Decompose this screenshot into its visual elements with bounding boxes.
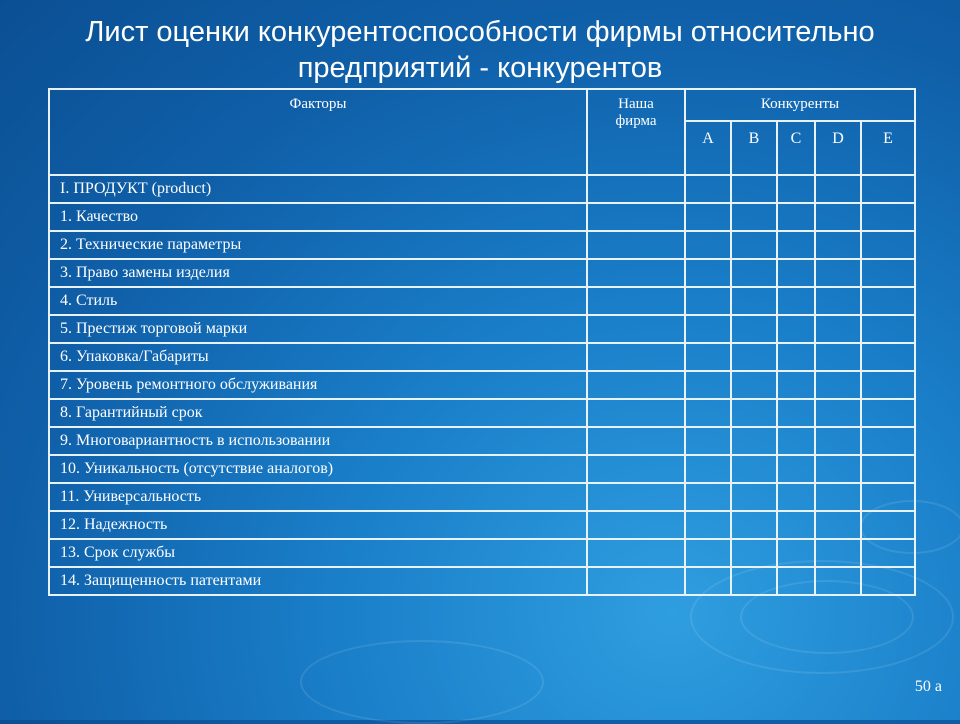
competitor-b-cell[interactable] — [731, 511, 777, 539]
factor-cell: 11. Универсальность — [49, 483, 587, 511]
competitor-c-cell[interactable] — [777, 371, 815, 399]
competitor-b-cell[interactable] — [731, 427, 777, 455]
table-row — [49, 259, 915, 287]
table-row — [49, 287, 915, 315]
factor-cell: 1. Качество — [49, 203, 587, 231]
our-firm-cell[interactable] — [587, 427, 685, 455]
competitor-d-cell[interactable] — [815, 371, 861, 399]
competitor-c-cell[interactable] — [777, 511, 815, 539]
competitor-b-cell[interactable] — [731, 259, 777, 287]
table-row — [49, 455, 915, 483]
competitor-e-cell[interactable] — [861, 315, 915, 343]
table-row — [49, 483, 915, 511]
competitor-c-cell[interactable] — [777, 539, 815, 567]
competitor-a-cell[interactable] — [685, 483, 731, 511]
competitor-c-cell[interactable] — [777, 427, 815, 455]
competitor-b-cell[interactable] — [731, 231, 777, 259]
competitor-c-cell[interactable] — [777, 203, 815, 231]
table-row — [49, 371, 915, 399]
competitor-a-cell[interactable] — [685, 567, 731, 595]
competitor-b-cell[interactable] — [731, 315, 777, 343]
competitor-b-cell[interactable] — [731, 539, 777, 567]
competitor-b-cell[interactable] — [731, 203, 777, 231]
our-firm-cell[interactable] — [587, 231, 685, 259]
competitor-b-cell[interactable] — [731, 567, 777, 595]
competitor-d-cell[interactable] — [815, 203, 861, 231]
competitor-b-cell[interactable] — [731, 483, 777, 511]
competitor-d-cell[interactable] — [815, 259, 861, 287]
competitor-b-cell[interactable] — [731, 371, 777, 399]
table-row — [49, 539, 915, 567]
table-row — [49, 175, 915, 203]
header-competitor-e: E — [861, 121, 915, 175]
competitor-e-cell[interactable] — [861, 343, 915, 371]
competitor-e-cell[interactable] — [861, 203, 915, 231]
competitor-d-cell[interactable] — [815, 427, 861, 455]
competitor-c-cell[interactable] — [777, 231, 815, 259]
factor-cell: 14. Защищенность патентами — [49, 567, 587, 595]
competitor-c-cell[interactable] — [777, 175, 815, 203]
factor-cell: 2. Технические параметры — [49, 231, 587, 259]
our-firm-cell[interactable] — [587, 567, 685, 595]
competitor-d-cell[interactable] — [815, 315, 861, 343]
table-row — [49, 315, 915, 343]
competitor-a-cell[interactable] — [685, 371, 731, 399]
table-row — [49, 203, 915, 231]
competitor-d-cell[interactable] — [815, 399, 861, 427]
factor-cell: I. ПРОДУКТ (product) — [49, 175, 587, 203]
competitor-e-cell[interactable] — [861, 175, 915, 203]
page-number: 50 а — [914, 678, 942, 695]
factor-cell: 3. Право замены изделия — [49, 259, 587, 287]
our-firm-cell[interactable] — [587, 399, 685, 427]
factor-cell: 13. Срок службы — [49, 539, 587, 567]
table-row — [49, 511, 915, 539]
table-body — [49, 175, 915, 595]
competitor-b-cell[interactable] — [731, 455, 777, 483]
slide-title-line-2: предприятий - конкурентов — [297, 52, 663, 84]
slide-title-line-1: Лист оценки конкурентоспособности фирмы относительно — [85, 16, 875, 48]
our-firm-cell[interactable] — [587, 455, 685, 483]
competitor-a-cell[interactable] — [685, 399, 731, 427]
competitor-d-cell[interactable] — [815, 511, 861, 539]
competitor-e-cell[interactable] — [861, 399, 915, 427]
competitor-c-cell[interactable] — [777, 343, 815, 371]
header-competitors: Конкуренты — [685, 89, 915, 121]
competitor-a-cell[interactable] — [685, 427, 731, 455]
competitor-a-cell[interactable] — [685, 315, 731, 343]
our-firm-cell[interactable] — [587, 287, 685, 315]
competitor-e-cell[interactable] — [861, 539, 915, 567]
competitor-e-cell[interactable] — [861, 483, 915, 511]
competitor-a-cell[interactable] — [685, 231, 731, 259]
header-competitor-d: D — [815, 121, 861, 175]
competitor-e-cell[interactable] — [861, 567, 915, 595]
competitiveness-table — [48, 88, 916, 596]
header-factors: Факторы — [49, 89, 587, 175]
our-firm-cell[interactable] — [587, 371, 685, 399]
header-our-firm-line-1: Наша — [618, 96, 654, 112]
factor-cell: 7. Уровень ремонтного обслуживания — [49, 371, 587, 399]
competitor-a-cell[interactable] — [685, 455, 731, 483]
table-row — [49, 567, 915, 595]
ripple-decoration — [300, 640, 544, 724]
competitor-b-cell[interactable] — [731, 175, 777, 203]
our-firm-cell[interactable] — [587, 343, 685, 371]
header-our-firm — [587, 89, 685, 175]
competitor-e-cell[interactable] — [861, 259, 915, 287]
competitor-a-cell[interactable] — [685, 259, 731, 287]
table-row — [49, 343, 915, 371]
table-row — [49, 231, 915, 259]
competitor-a-cell[interactable] — [685, 343, 731, 371]
competitor-a-cell[interactable] — [685, 203, 731, 231]
table-header-row — [49, 89, 915, 121]
factor-cell: 9. Многовариантность в использовании — [49, 427, 587, 455]
our-firm-cell[interactable] — [587, 539, 685, 567]
factor-cell: 4. Стиль — [49, 287, 587, 315]
our-firm-cell[interactable] — [587, 315, 685, 343]
competitor-c-cell[interactable] — [777, 315, 815, 343]
factor-cell: 8. Гарантийный срок — [49, 399, 587, 427]
competitor-c-cell[interactable] — [777, 455, 815, 483]
header-competitor-a: A — [685, 121, 731, 175]
factor-cell: 10. Уникальность (отсутствие аналогов) — [49, 455, 587, 483]
our-firm-cell[interactable] — [587, 511, 685, 539]
competitor-d-cell[interactable] — [815, 343, 861, 371]
our-firm-cell[interactable] — [587, 203, 685, 231]
factor-cell: 12. Надежность — [49, 511, 587, 539]
competitor-e-cell[interactable] — [861, 371, 915, 399]
table-row — [49, 427, 915, 455]
competitor-d-cell[interactable] — [815, 539, 861, 567]
competitor-b-cell[interactable] — [731, 343, 777, 371]
competitor-a-cell[interactable] — [685, 287, 731, 315]
competitor-a-cell[interactable] — [685, 175, 731, 203]
header-our-firm-line-2: фирма — [615, 113, 657, 129]
competitor-c-cell[interactable] — [777, 483, 815, 511]
table-row — [49, 399, 915, 427]
competitor-d-cell[interactable] — [815, 455, 861, 483]
competitor-c-cell[interactable] — [777, 287, 815, 315]
competitor-e-cell[interactable] — [861, 511, 915, 539]
slide-title — [40, 14, 920, 86]
our-firm-cell[interactable] — [587, 259, 685, 287]
competitor-d-cell[interactable] — [815, 231, 861, 259]
competitor-e-cell[interactable] — [861, 427, 915, 455]
competitor-d-cell[interactable] — [815, 175, 861, 203]
factor-cell: 6. Упаковка/Габариты — [49, 343, 587, 371]
competitor-d-cell[interactable] — [815, 567, 861, 595]
competitor-b-cell[interactable] — [731, 399, 777, 427]
competitor-c-cell[interactable] — [777, 399, 815, 427]
competitor-d-cell[interactable] — [815, 483, 861, 511]
competitor-e-cell[interactable] — [861, 231, 915, 259]
header-competitor-c: C — [777, 121, 815, 175]
factor-cell: 5. Престиж торговой марки — [49, 315, 587, 343]
competitor-e-cell[interactable] — [861, 455, 915, 483]
competitor-a-cell[interactable] — [685, 511, 731, 539]
competitor-c-cell[interactable] — [777, 259, 815, 287]
competitor-c-cell[interactable] — [777, 567, 815, 595]
competitor-e-cell[interactable] — [861, 287, 915, 315]
competitor-b-cell[interactable] — [731, 287, 777, 315]
header-competitor-b: B — [731, 121, 777, 175]
competitor-a-cell[interactable] — [685, 539, 731, 567]
competitor-d-cell[interactable] — [815, 287, 861, 315]
our-firm-cell[interactable] — [587, 483, 685, 511]
our-firm-cell[interactable] — [587, 175, 685, 203]
